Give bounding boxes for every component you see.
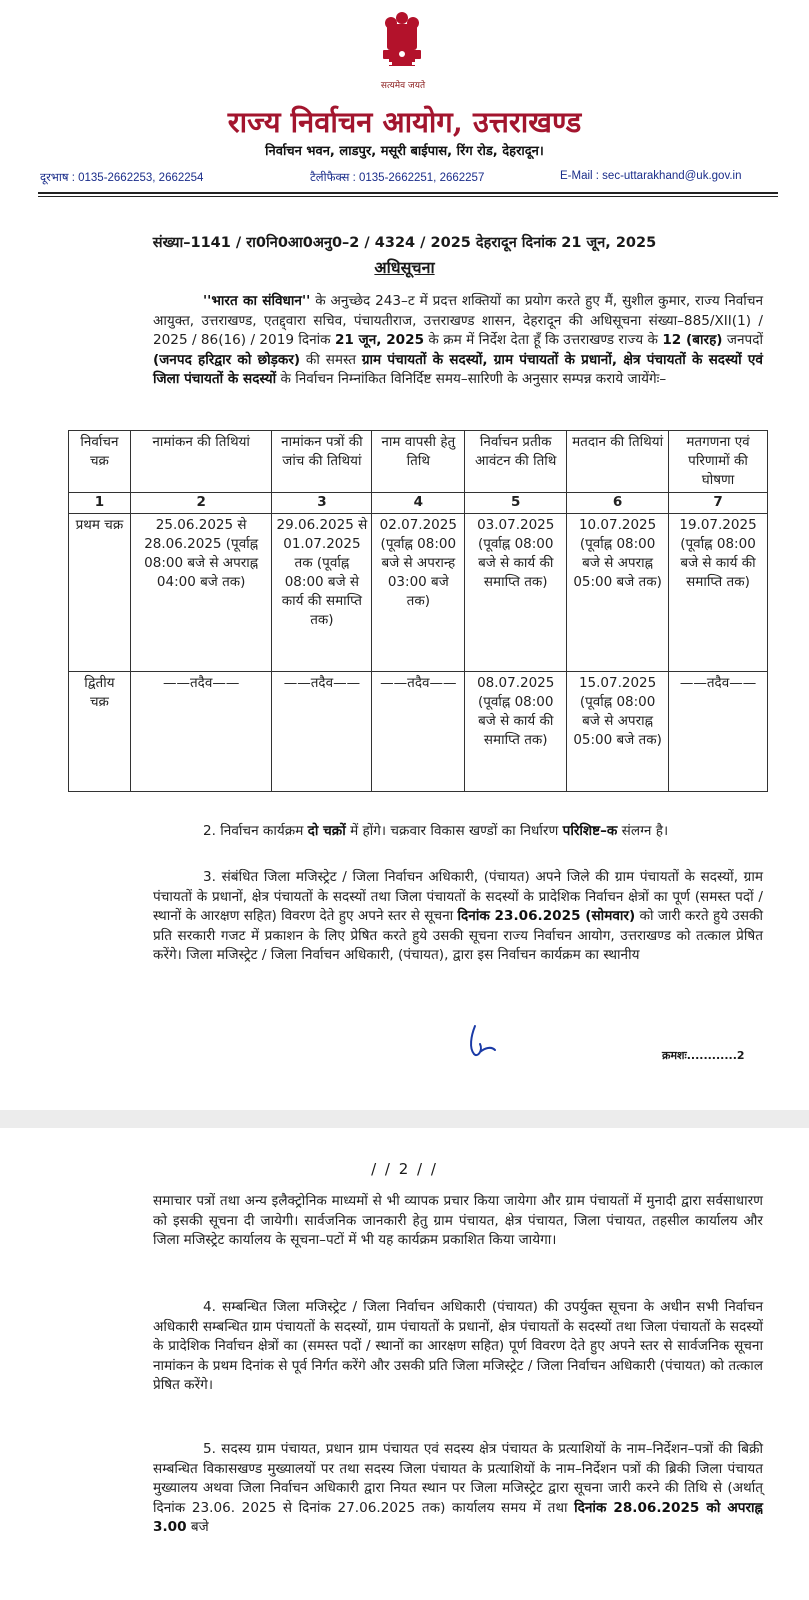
- table-header-cell: निर्वाचन प्रतीक आवंटन की तिथि: [465, 431, 567, 493]
- paragraph-4: 4. सम्बन्धित जिला मजिस्ट्रेट / जिला निर्वाचन अधिकारी (पंचायत) की उपर्युक्त सूचना के अधीन सभी निर्वाचन अधिकारी सम्बन्धित ग्राम पंचायतों के सदस्यों, ग्राम पंचायतों के प्रधानों, क्षेत्र पंचायतों के सदस्यों तथा जिला पंचायतों के सदस्यों के प्रादेशिक निर्वाचन क्षेत्रों का (समस्त पदों / स्थानों का आरक्षण सहित) पूर्ण विवरण देते हुए अपने स्तर से सार्वजनिक सूचना नामांकन के प्रथम दिनांक से पूर्व निर्गत करेंगे और उसकी प्रति जिला मजिस्ट्रेट / जिला निर्वाचन अधिकारी (पंचायत) को तत्काल प्रेषित करेंगे।: [153, 1299, 763, 1394]
- fax-number: टैलीफैक्स : 0135-2662251, 2662257: [310, 172, 485, 184]
- table-cell: 08.07.2025 (पूर्वाह्न 08:00 बजे से कार्य की समाप्ति तक): [465, 672, 567, 792]
- column-number: 1: [69, 493, 131, 514]
- election-schedule-table: [68, 430, 768, 792]
- column-number: 2: [130, 493, 272, 514]
- organization-title: राज्य निर्वाचन आयोग, उत्तराखण्ड: [227, 105, 582, 139]
- national-emblem-icon: [377, 10, 427, 78]
- table-row-second-phase: [69, 672, 768, 792]
- table-cell: प्रथम चक्र: [69, 514, 131, 672]
- table-cell: ——तदैव——: [272, 672, 372, 792]
- table-header-cell: नाम वापसी हेतु तिथि: [372, 431, 465, 493]
- column-number: 3: [272, 493, 372, 514]
- signature-mark: [465, 1022, 505, 1062]
- emblem-motto: सत्यमेव जयते: [380, 81, 426, 91]
- column-number: 7: [669, 493, 768, 514]
- table-header-cell: नामांकन की तिथियां: [130, 431, 272, 493]
- page-number: / / 2 / /: [371, 1160, 438, 1178]
- header-rule-thin: [38, 196, 778, 197]
- table-cell: 10.07.2025 (पूर्वाह्न 08:00 बजे से अपराह्न 05:00 बजे तक): [567, 514, 669, 672]
- reference-number: संख्या–1141 / रा0नि0आ0अनु0–2 / 4324 / 2025 देहरादून दिनांक 21 जून, 2025: [152, 235, 657, 251]
- phone-number: दूरभाष : 0135-2662253, 2662254: [40, 172, 204, 184]
- table-header-cell: नामांकन पत्रों की जांच की तिथियां: [272, 431, 372, 493]
- table-cell: 19.07.2025 (पूर्वाह्न 08:00 बजे से कार्य की समाप्ति तक): [669, 514, 768, 672]
- table-cell: 25.06.2025 से 28.06.2025 (पूर्वाह्न 08:00 बजे से अपराह्न 04:00 बजे तक): [130, 514, 272, 672]
- continued-marker: क्रमशः............2: [662, 1049, 745, 1062]
- column-number: 4: [372, 493, 465, 514]
- table-cell: ——तदैव——: [669, 672, 768, 792]
- table-cell: ——तदैव——: [372, 672, 465, 792]
- header-rule: [38, 192, 778, 194]
- table-header-cell: मतदान की तिथियां: [567, 431, 669, 493]
- table-cell: 15.07.2025 (पूर्वाह्न 08:00 बजे से अपराह्न 05:00 बजे तक): [567, 672, 669, 792]
- table-number-row: [69, 493, 768, 514]
- page-separator: [0, 1110, 809, 1128]
- notification-title: अधिसूचना: [374, 258, 435, 277]
- table-row-first-phase: [69, 514, 768, 672]
- paragraph-2: 2. निर्वाचन कार्यक्रम दो चक्रों में होंगे। चक्रवार विकास खण्डों का निर्धारण परिशिष्ट–क संलग्न है।: [203, 823, 669, 839]
- column-number: 6: [567, 493, 669, 514]
- constitution-quote: ''भारत का संविधान'': [203, 293, 311, 309]
- email-address: E-Mail : sec-uttarakhand@uk.gov.in: [560, 170, 742, 182]
- paragraph-3: 3. संबंधित जिला मजिस्ट्रेट / जिला निर्वाचन अधिकारी, (पंचायत) अपने जिले की ग्राम पंचायतों के सदस्यों, ग्राम पंचायतों के प्रधानों, क्षेत्र पंचायतों के सदस्यों तथा जिला पंचायतों के सदस्यों के प्रादेशिक निर्वाचन क्षेत्रों का पूर्ण (समस्त पदों / स्थानों के आरक्षण सहित) विवरण देते हुए अपने स्तर से सूचना दिनांक 23.06.2025 (सोमवार) को जारी करते हुये उसकी प्रति सरकारी गजट में प्रकाशन के लिए प्रेषित करते हुये उसकी सूचना राज्य निर्वाचन आयोग, उत्तराखण्ड को तत्काल प्रेषित करेंगे। जिला मजिस्ट्रेट / जिला निर्वाचन अधिकारी, (पंचायत), द्वारा इस निर्वाचन कार्यक्रम का स्थानीय: [153, 869, 763, 964]
- table-cell: द्वितीय चक्र: [69, 672, 131, 792]
- table-header-row: [69, 431, 768, 493]
- table-cell: ——तदैव——: [130, 672, 272, 792]
- table-cell: 29.06.2025 से 01.07.2025 तक (पूर्वाह्न 08:00 बजे से कार्य की समाप्ति तक): [272, 514, 372, 672]
- paragraph-5: 5. सदस्य ग्राम पंचायत, प्रधान ग्राम पंचायत एवं सदस्य क्षेत्र पंचायत के प्रत्याशियों के नाम–निर्देशन–पत्रों की बिक्री सम्बन्धित विकासखण्ड मुख्यालयों पर तथा सदस्य जिला पंचायत के प्रत्याशियों के नाम–निर्देशन पत्रों की ब्रिकी जिला पंचायत मुख्यालय अथवा जिला निर्वाचन अधिकारी द्वारा नियत स्थान पर जिला मजिस्ट्रेट द्वारा सूचना जारी करने की तिथि से (अर्थात् दिनांक 23.06. 2025 से दिनांक 27.06.2025 तक) कार्यालय समय में तथा दिनांक 28.06.2025 को अपराह्न 3.00 बजे: [153, 1441, 764, 1536]
- table-cell: 02.07.2025 (पूर्वाह्न 08:00 बजे से अपरान्ह 03:00 बजे तक): [372, 514, 465, 672]
- intro-paragraph: ''भारत का संविधान'' के अनुच्छेद 243–ट में प्रदत्त शक्तियों का प्रयोग करते हुए मैं, सुशील कुमार, राज्य निर्वाचन आयुक्त, उत्तराखण्ड, एतद्द्वारा सचिव, पंचायतीराज, उत्तराखण्ड शासन, देहरादून की अधिसूचना संख्या–885/XII(1) / 2025 / 86(16) / 2019 दिनांक 21 जून, 2025 के क्रम में निर्देश देता हूँ कि उत्तराखण्ड राज्य के 12 (बारह) जनपदों (जनपद हरिद्वार को छोड़कर) की समस्त ग्राम पंचायतों के सदस्यों, ग्राम पंचायतों के प्रधानों, क्षेत्र पंचायतों के सदस्यों एवं जिला पंचायतों के सदस्यों के निर्वाचन निम्नांकित विनिर्दिष्ट समय–सारिणी के अनुसार सम्पन्न कराये जायेंगेः–: [153, 293, 764, 388]
- column-number: 5: [465, 493, 567, 514]
- organization-address: निर्वाचन भवन, लाडपुर, मसूरी बाईपास, रिंग रोड, देहरादून।: [265, 144, 544, 159]
- table-header-cell: मतगणना एवं परिणामों की घोषणा: [669, 431, 768, 493]
- table-cell: 03.07.2025 (पूर्वाह्न 08:00 बजे से कार्य की समाप्ति तक): [465, 514, 567, 672]
- table-header-cell: निर्वाचन चक्र: [69, 431, 131, 493]
- paragraph-continued: समाचार पत्रों तथा अन्य इलैक्ट्रोनिक माध्यमों से भी व्यापक प्रचार किया जायेगा और ग्राम पंचायतों में मुनादी द्वारा सर्वसाधारण को इसकी सूचना दी जायेगी। सार्वजनिक जानकारी हेतु ग्राम पंचायत, क्षेत्र पंचायत, जिला पंचायत, तहसील कार्यालय और जिला मजिस्ट्रेट कार्यालय के सूचना–पटों में भी यह कार्यक्रम प्रकाशित किया जायेगा।: [153, 1193, 763, 1249]
